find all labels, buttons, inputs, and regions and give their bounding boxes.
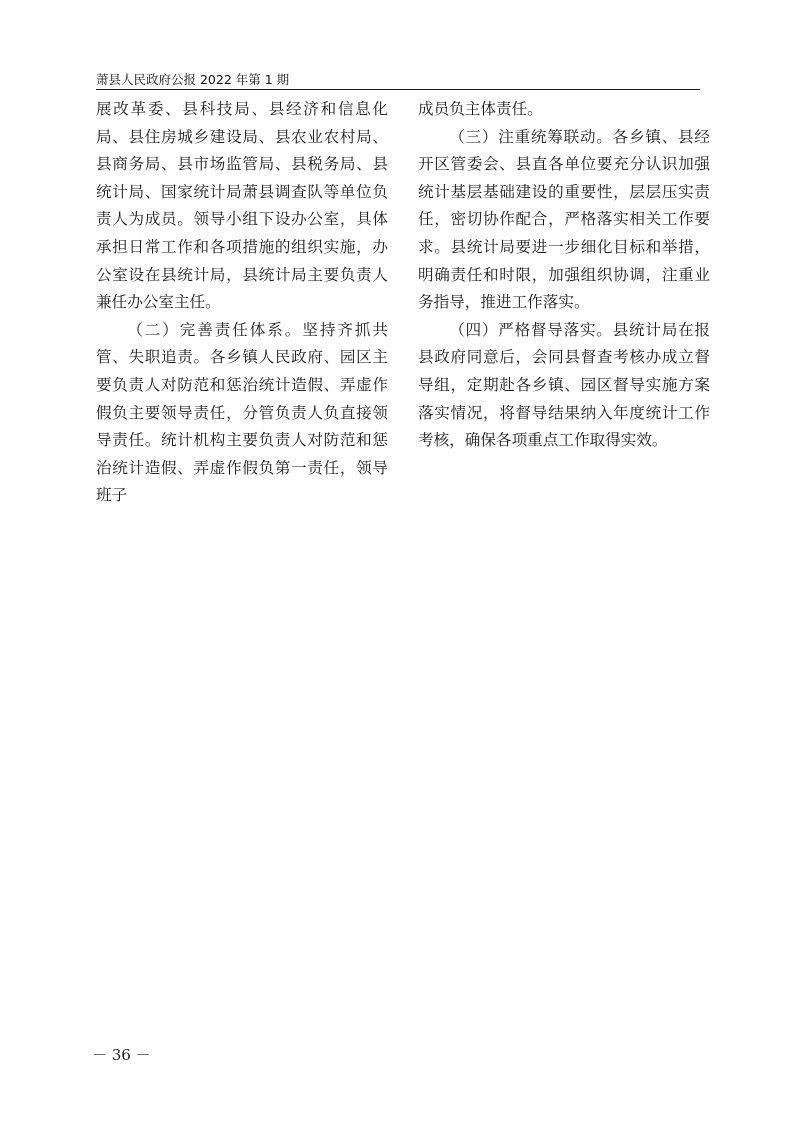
section-two-body: 坚持齐抓共管、失职追责。各乡镇人民政府、园区主要负责人对防范和惩治统计造假、弄虚作假负主要领导责任，分管负责人负直接领导责任。统计机构主要负责人对防范和惩治统计造假、弄虚作假负第一责任，领导班子	[96, 320, 388, 505]
section-three-heading: （三）注重统筹联动。	[449, 127, 613, 146]
page-number: － 36 －	[92, 1046, 151, 1064]
left-column	[96, 96, 388, 510]
section-two-paragraph	[96, 317, 388, 510]
section-three-body: 各乡镇、县经开区管委会、县直各单位要充分认识加强统计基层基础建设的重要性，层层压实责任，密切协作配合，严格落实相关工作要求。县统计局要进一步细化目标和举措，明确责任和时限，加强组织协调，注重业务指导，推进工作落实。	[418, 127, 710, 312]
header-divider	[96, 89, 700, 90]
section-four-paragraph	[418, 317, 710, 455]
publication-header	[96, 71, 700, 89]
section-four-heading: （四）严格督导落实。	[449, 320, 613, 339]
section-two-heading: （二）完善责任体系。	[127, 320, 303, 339]
publication-title: 萧县人民政府公报 2022 年第 1 期	[96, 72, 290, 87]
right-paragraph-continued: 成员负主体责任。	[418, 100, 543, 118]
section-three-paragraph	[418, 124, 710, 317]
right-column	[418, 96, 710, 455]
section-four-body: 县统计局在报县政府同意后，会同县督查考核办成立督导组，定期赴各乡镇、园区督导实施方案落实情况，将督导结果纳入年度统计工作考核，确保各项重点工作取得实效。	[418, 320, 710, 450]
left-paragraph-continued: 展改革委、县科技局、县经济和信息化局、县住房城乡建设局、县农业农村局、县商务局、县市场监管局、县税务局、县统计局、国家统计局萧县调查队等单位负责人为成员。领导小组下设办公室，具体承担日常工作和各项措施的组织实施，办公室设在县统计局，县统计局主要负责人兼任办公室主任。	[96, 100, 388, 312]
